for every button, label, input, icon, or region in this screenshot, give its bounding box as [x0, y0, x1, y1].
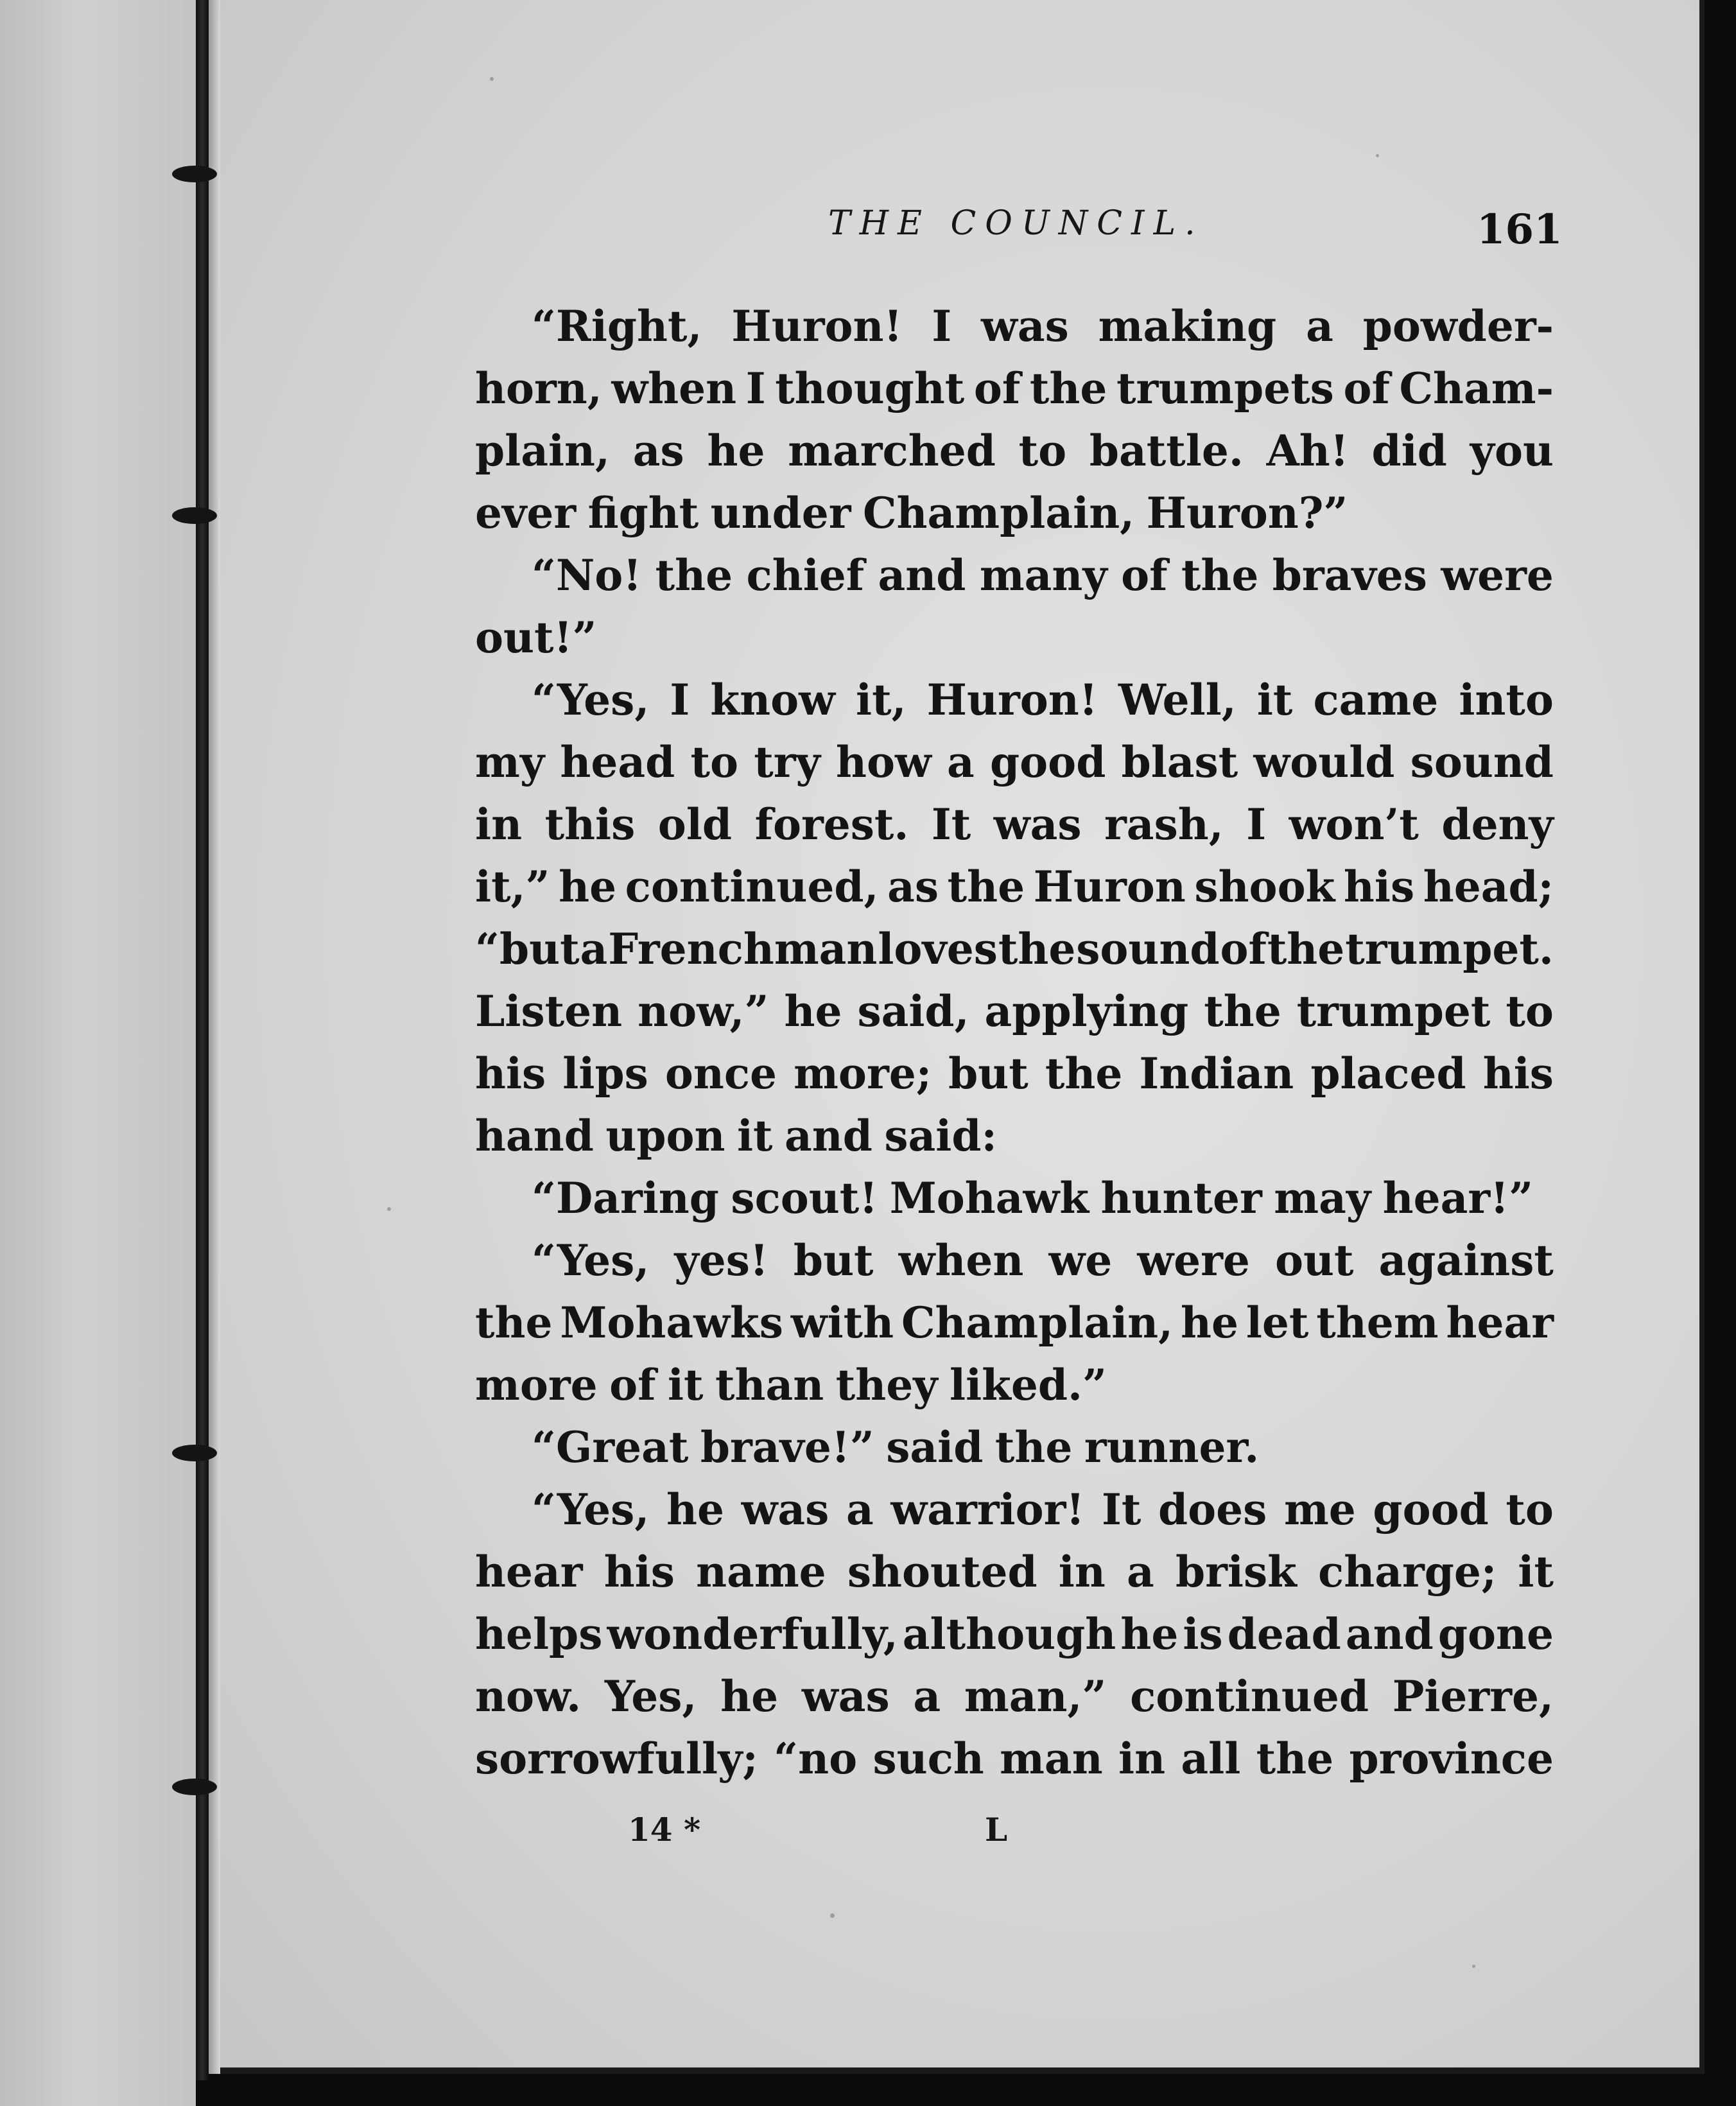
text-line: now. Yes, he was a man,” continued Pierre, — [475, 1671, 1554, 1721]
signature-number: 14 * — [628, 1811, 701, 1849]
text-line: “Yes, I know it, Huron! Well, it came into — [532, 675, 1554, 725]
text-line: helps wonderfully, although he is dead and gone — [475, 1609, 1554, 1659]
book-gutter — [196, 0, 209, 2080]
facing-page-edge — [0, 0, 196, 2106]
binding-stitch — [172, 166, 217, 182]
text-line: Listen now,” he said, applying the trumpet to — [475, 986, 1554, 1036]
binding-stitch — [172, 1779, 217, 1795]
signature-mark: L — [985, 1811, 1008, 1849]
text-line: “Right, Huron! I was making a powder- — [532, 301, 1554, 351]
paper-speck — [490, 77, 494, 81]
text-line: “Daring scout! Mohawk hunter may hear!” — [532, 1173, 1534, 1223]
text-line: “Great brave!” said the runner. — [532, 1422, 1260, 1472]
text-line: hand upon it and said: — [475, 1111, 997, 1161]
running-head: THE COUNCIL. — [828, 204, 1204, 243]
paper-speck — [1472, 1965, 1475, 1968]
text-line: plain, as he marched to battle. Ah! did you — [475, 426, 1554, 476]
page-number: 161 — [1477, 205, 1563, 254]
text-line: “Yes, yes! but when we were out against — [532, 1235, 1554, 1285]
text-line: out!” — [475, 613, 597, 663]
text-line: horn, when I thought of the trumpets of Cham- — [475, 363, 1554, 413]
page-fold-edge — [209, 0, 220, 2074]
text-line: more of it than they liked.” — [475, 1360, 1107, 1410]
text-line: it,” he continued, as the Huron shook his head; — [475, 862, 1554, 912]
text-line: in this old forest. It was rash, I won’t deny — [475, 799, 1554, 849]
binding-stitch — [172, 1445, 217, 1461]
paper-speck — [830, 1913, 835, 1918]
paper-speck — [387, 1207, 391, 1211]
text-line: “but a Frenchman loves the sound of the trumpet. — [475, 924, 1554, 974]
text-line: hear his name shouted in a brisk charge; it — [475, 1547, 1554, 1597]
text-line: the Mohawks with Champlain, he let them hear — [475, 1298, 1554, 1348]
binding-stitch — [172, 507, 217, 524]
text-line: his lips once more; but the Indian placed his — [475, 1049, 1554, 1099]
text-line: “Yes, he was a warrior! It does me good to — [532, 1484, 1554, 1535]
text-line: “No! the chief and many of the braves were — [532, 550, 1554, 600]
body-text — [475, 295, 1554, 1790]
paper-speck — [1376, 154, 1379, 157]
text-line: sorrowfully; “no such man in all the province — [475, 1734, 1554, 1784]
text-line: ever fight under Champlain, Huron?” — [475, 488, 1348, 538]
text-line: my head to try how a good blast would sound — [475, 737, 1554, 787]
